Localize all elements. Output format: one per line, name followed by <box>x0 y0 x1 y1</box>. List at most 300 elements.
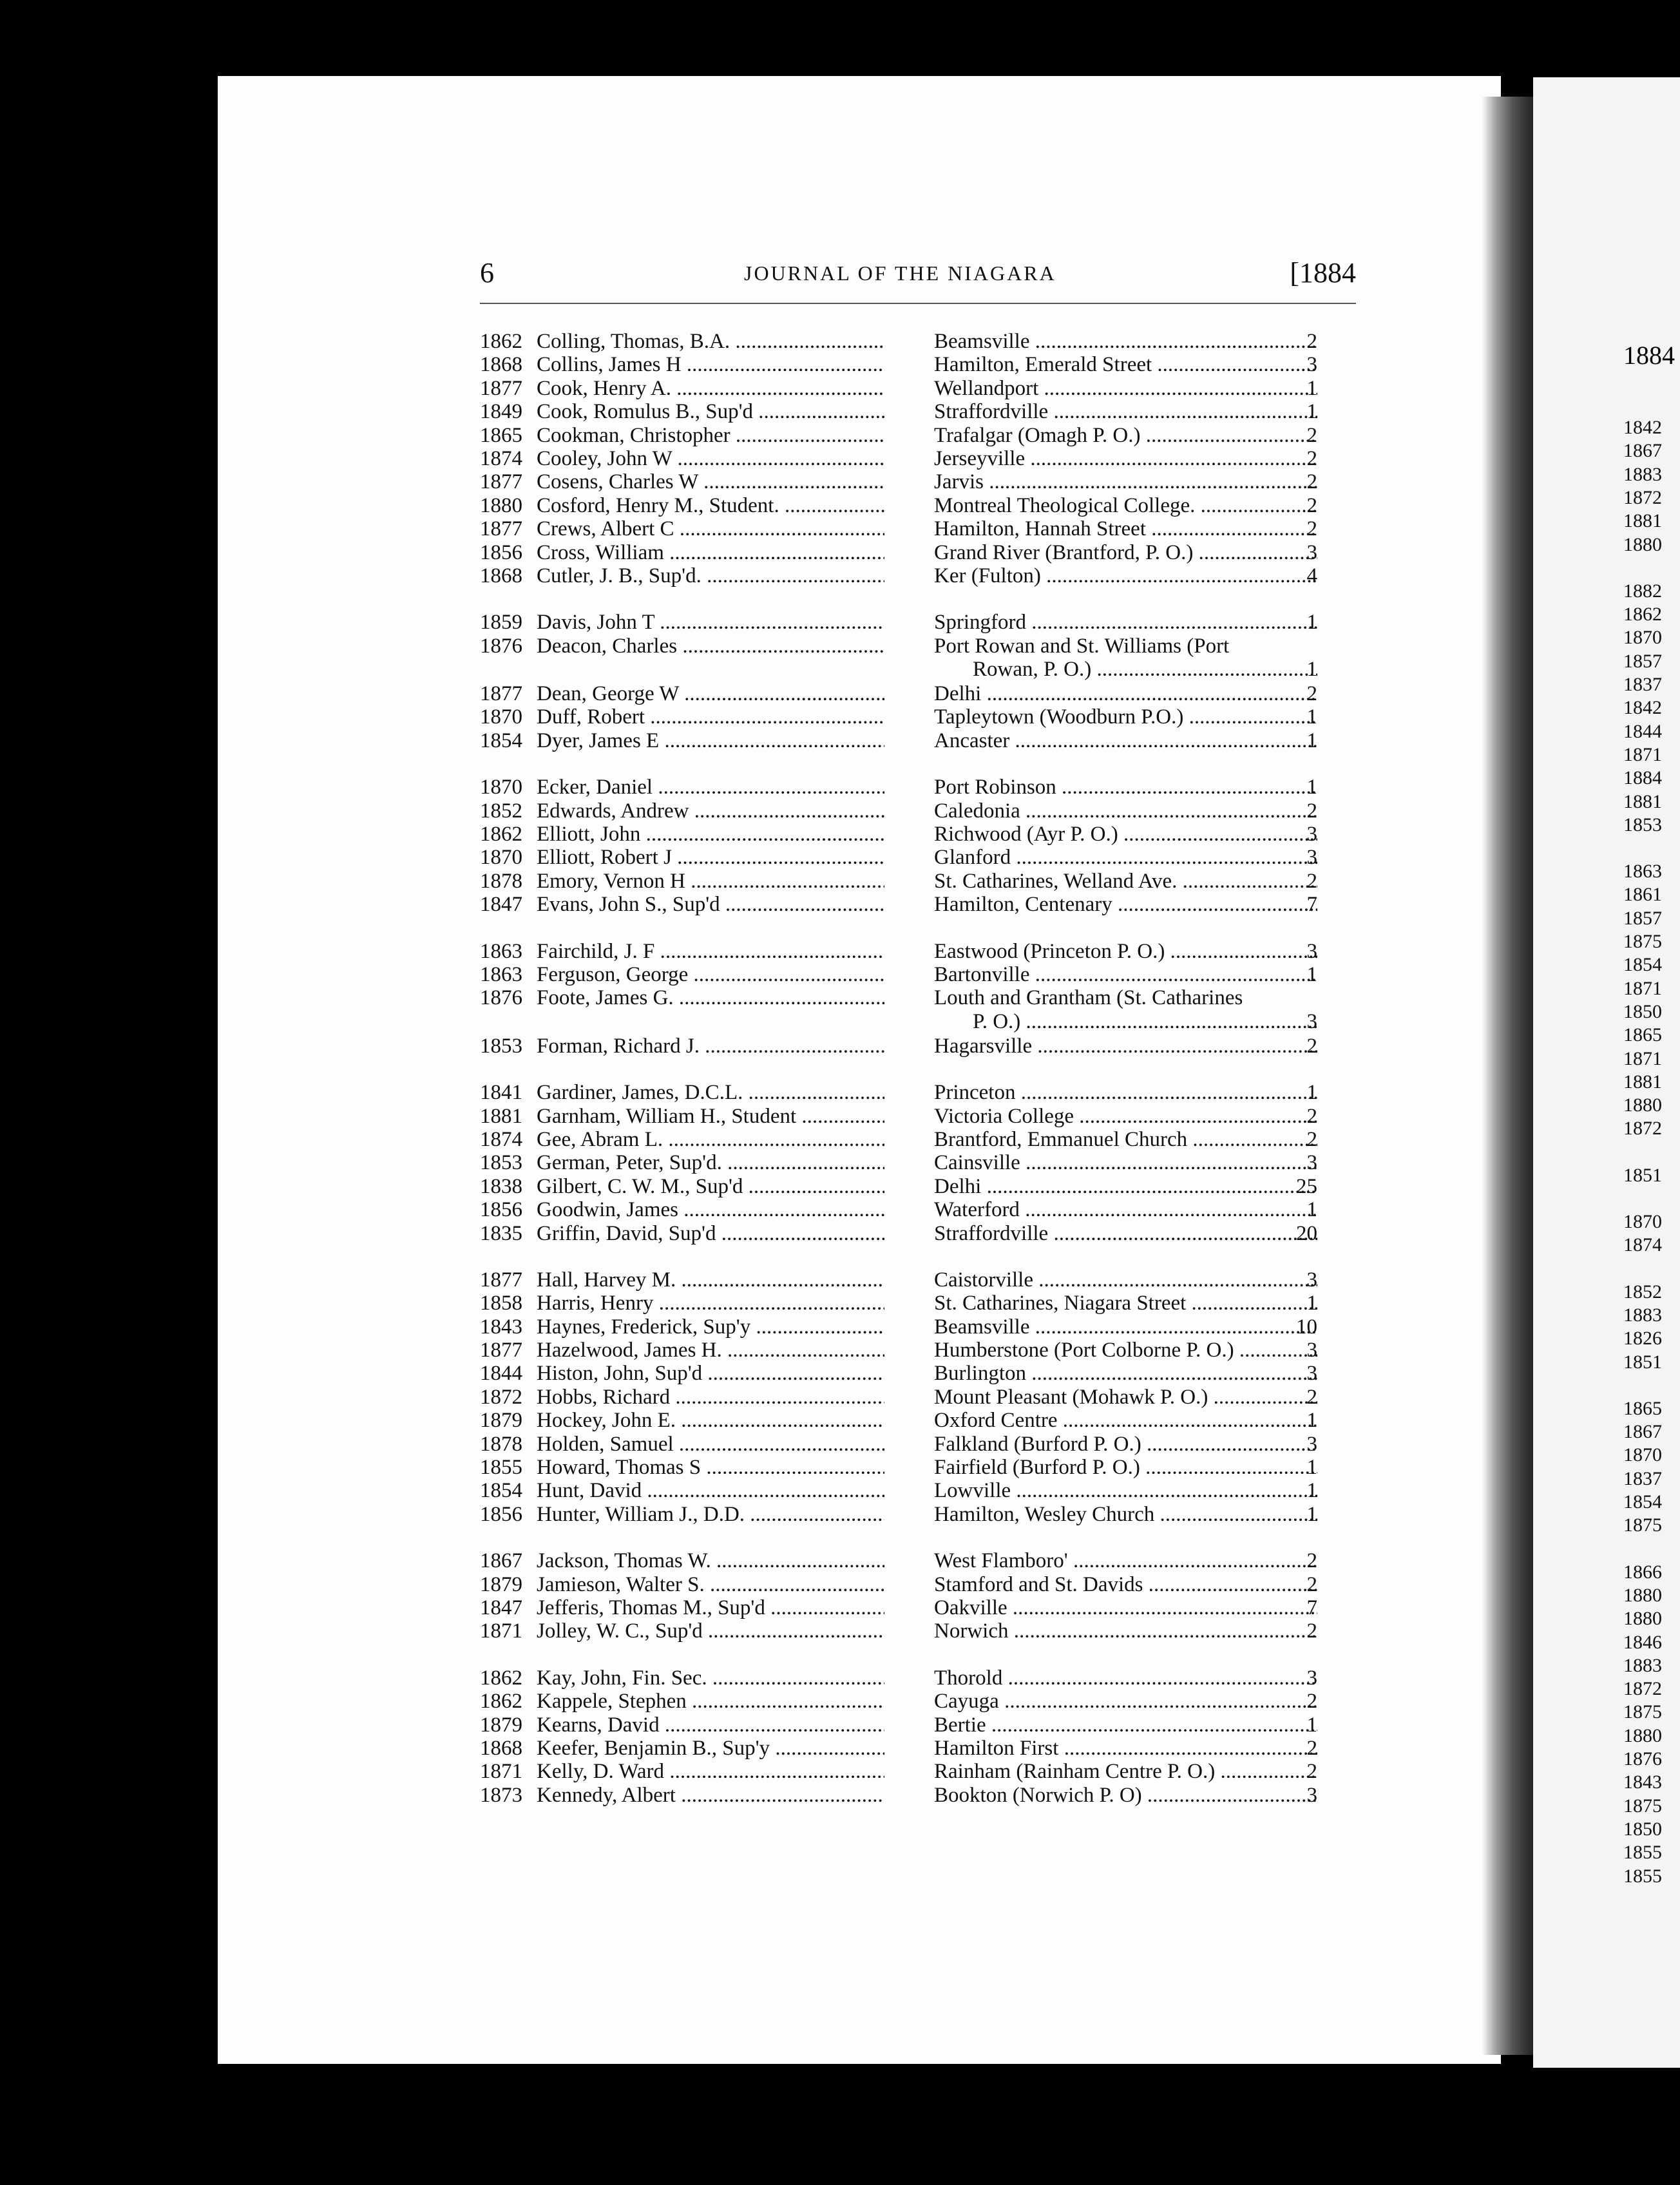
entry-year: 1873 <box>480 1783 522 1807</box>
list-item <box>480 330 1317 353</box>
entry-name: Cosford, Henry M., Student. ..... <box>537 494 884 517</box>
list-item <box>480 1619 1317 1643</box>
entry-count: 25 <box>1296 1174 1317 1198</box>
list-item <box>480 682 1317 705</box>
entry-name: Jefferis, Thomas M., Sup'd ..... <box>537 1596 884 1619</box>
entry-count: 7 <box>1306 893 1317 917</box>
facing-page-year-item: 1881 <box>1623 510 1662 532</box>
entry-count: 1 <box>1306 962 1317 986</box>
list-item <box>480 940 1317 963</box>
entry-count: 3 <box>1306 1339 1317 1362</box>
list-item <box>480 1035 1317 1058</box>
entry-year: 1862 <box>480 823 522 846</box>
list-item <box>480 776 1317 799</box>
facing-page-year-item: 1850 <box>1623 1818 1662 1840</box>
entry-name: Jackson, Thomas W. ..... <box>537 1549 884 1572</box>
entry-name: Colling, Thomas, B.A. ..... <box>537 330 884 353</box>
list-item <box>480 893 1317 916</box>
entry-place: Jarvis ..... <box>934 470 1317 493</box>
facing-page-year-item: 1880 <box>1623 533 1662 555</box>
facing-page-year-item: 1870 <box>1623 1444 1662 1466</box>
facing-page-year-item: 1854 <box>1623 954 1662 976</box>
entry-year: 1847 <box>480 1596 522 1619</box>
entry-year: 1849 <box>480 400 522 424</box>
entry-place: Bookton (Norwich P. O) ..... <box>934 1784 1317 1807</box>
entry-name: Deacon, Charles ..... <box>537 635 884 658</box>
entry-name: Harris, Henry ..... <box>537 1292 884 1315</box>
entry-year: 1877 <box>480 376 522 400</box>
facing-page-year: 1884 <box>1623 341 1675 370</box>
list-item <box>480 400 1317 423</box>
entry-count: 3 <box>1306 1432 1317 1456</box>
facing-page-year-item: 1880 <box>1623 1094 1662 1116</box>
list-item <box>480 1666 1317 1690</box>
entry-year: 1854 <box>480 1479 522 1503</box>
facing-page-year-item: 1870 <box>1623 1211 1662 1232</box>
facing-page-year-item: 1837 <box>1623 1467 1662 1489</box>
entry-name: Hunter, William J., D.D. ..... <box>537 1503 884 1526</box>
list-item <box>480 611 1317 634</box>
entry-year: 1876 <box>480 634 522 658</box>
entry-place: St. Catharines, Niagara Street ..... <box>934 1292 1317 1315</box>
entry-year: 1868 <box>480 353 522 377</box>
list-item <box>480 846 1317 869</box>
entry-year: 1862 <box>480 330 522 353</box>
facing-page-year-item: 1854 <box>1623 1491 1662 1512</box>
list-item <box>480 1339 1317 1362</box>
entry-place: Fairfield (Burford P. O.) ..... <box>934 1456 1317 1479</box>
entry-place: Lowville ..... <box>934 1479 1317 1502</box>
facing-page-year-item: 1871 <box>1623 977 1662 999</box>
entry-name: Ferguson, George ..... <box>537 963 884 986</box>
list-item <box>480 353 1317 376</box>
entry-place: Richwood (Ayr P. O.) ..... <box>934 823 1317 846</box>
facing-page-year-item: 1842 <box>1623 697 1662 719</box>
group-gap <box>480 1058 1317 1081</box>
list-item <box>480 729 1317 752</box>
entry-place: Hamilton First ..... <box>934 1737 1317 1760</box>
entry-place: Wellandport ..... <box>934 377 1317 400</box>
entry-count: 2 <box>1306 1619 1317 1643</box>
entry-count: 10 <box>1296 1315 1317 1339</box>
entry-year: 1870 <box>480 705 522 729</box>
entry-year: 1856 <box>480 1198 522 1222</box>
entry-place: Waterford ..... <box>934 1198 1317 1221</box>
entry-place: Port Robinson ..... <box>934 776 1317 799</box>
list-item <box>480 1596 1317 1619</box>
entry-year: 1868 <box>480 1736 522 1760</box>
entry-name: Gee, Abram L. ..... <box>537 1128 884 1151</box>
entry-count: 3 <box>1306 1009 1317 1033</box>
list-item <box>480 1268 1317 1292</box>
entry-place: Caledonia ..... <box>934 799 1317 823</box>
list-item <box>480 823 1317 846</box>
facing-page-year-item: 1867 <box>1623 1421 1662 1443</box>
list-item <box>480 870 1317 893</box>
entry-count: 1 <box>1306 1502 1317 1526</box>
list-item <box>480 1105 1317 1128</box>
book-spine <box>1482 97 1533 2055</box>
entry-count: 1 <box>1306 729 1317 752</box>
entry-count: 4 <box>1306 564 1317 587</box>
entry-count: 2 <box>1306 423 1317 447</box>
entry-count: 2 <box>1306 682 1317 706</box>
entry-count: 1 <box>1306 1409 1317 1433</box>
list-item <box>480 1456 1317 1479</box>
facing-page <box>1533 77 1680 2068</box>
list-item <box>480 1760 1317 1783</box>
list-item <box>480 1784 1317 1807</box>
entry-name: Emory, Vernon H ..... <box>537 870 884 893</box>
entry-place: Brantford, Emmanuel Church ..... <box>934 1128 1317 1151</box>
entry-place: Hamilton, Emerald Street ..... <box>934 353 1317 376</box>
list-item <box>480 1362 1317 1385</box>
entry-count: 2 <box>1306 869 1317 893</box>
entry-name: Kearns, David ..... <box>537 1713 884 1737</box>
entry-place: Bartonville ..... <box>934 963 1317 986</box>
facing-page-year-item: 1883 <box>1623 463 1662 485</box>
entry-name: Gilbert, C. W. M., Sup'd ..... <box>537 1175 884 1198</box>
facing-page-year-item: 1855 <box>1623 1865 1662 1887</box>
header-rule <box>480 303 1356 304</box>
entry-place: Burlington ..... <box>934 1362 1317 1385</box>
entry-name: Holden, Samuel ..... <box>537 1433 884 1456</box>
facing-page-year-item: 1884 <box>1623 767 1662 789</box>
list-item <box>480 1292 1317 1315</box>
entry-count: 1 <box>1306 1198 1317 1222</box>
facing-page-year-item: 1867 <box>1623 440 1662 462</box>
entry-place: Straffordville ..... <box>934 1222 1317 1245</box>
entry-year: 1863 <box>480 939 522 963</box>
entry-place: Tapleytown (Woodburn P.O.) ..... <box>934 705 1317 729</box>
entry-place: Hamilton, Hannah Street ..... <box>934 517 1317 540</box>
entry-name: Foote, James G. ..... <box>537 986 884 1009</box>
entry-year: 1877 <box>480 470 522 494</box>
entry-place: Port Rowan and St. Williams (Port <box>934 634 1230 658</box>
entry-count: 3 <box>1306 1666 1317 1690</box>
facing-page-year-item: 1837 <box>1623 674 1662 695</box>
list-item <box>480 1573 1317 1596</box>
entry-place: Hamilton, Wesley Church ..... <box>934 1503 1317 1526</box>
entry-place: Eastwood (Princeton P. O.) ..... <box>934 940 1317 963</box>
entry-count: 1 <box>1306 1713 1317 1737</box>
entry-year: 1881 <box>480 1104 522 1128</box>
entry-count: 2 <box>1306 1760 1317 1784</box>
entry-name: Cross, William ..... <box>537 541 884 564</box>
entry-count: 2 <box>1306 1690 1317 1713</box>
list-item <box>480 1315 1317 1339</box>
entry-count: 3 <box>1306 823 1317 846</box>
entry-year: 1871 <box>480 1619 522 1643</box>
entry-year: 1867 <box>480 1549 522 1573</box>
entry-year: 1879 <box>480 1409 522 1433</box>
entry-place: Glanford ..... <box>934 846 1317 869</box>
entry-count: 1 <box>1306 658 1317 682</box>
facing-page-year-item: 1855 <box>1623 1842 1662 1864</box>
list-item <box>480 424 1317 447</box>
facing-page-year-item: 1851 <box>1623 1351 1662 1373</box>
entry-name: Jolley, W. C., Sup'd ..... <box>537 1619 884 1643</box>
entry-name: Collins, James H ..... <box>537 353 884 376</box>
entry-count: 3 <box>1306 939 1317 963</box>
entry-place: Ker (Fulton) ..... <box>934 564 1317 587</box>
entry-place: Princeton ..... <box>934 1081 1317 1104</box>
entry-place: St. Catharines, Welland Ave. ..... <box>934 870 1317 893</box>
entry-name: Hobbs, Richard ..... <box>537 1386 884 1409</box>
entry-year: 1876 <box>480 986 522 1010</box>
entry-count: 3 <box>1306 353 1317 377</box>
page-number: 6 <box>480 257 494 289</box>
entry-name: Kay, John, Fin. Sec. ..... <box>537 1666 884 1690</box>
entry-name: German, Peter, Sup'd. ..... <box>537 1151 884 1174</box>
entry-count: 3 <box>1306 1362 1317 1386</box>
list-item <box>480 1128 1317 1151</box>
facing-page-year-item: 1870 <box>1623 627 1662 649</box>
entry-year: 1877 <box>480 1268 522 1292</box>
entry-place: Straffordville ..... <box>934 400 1317 423</box>
entry-place: Norwich ..... <box>934 1619 1317 1643</box>
list-item <box>480 1151 1317 1174</box>
entry-place: Louth and Grantham (St. Catharines <box>934 986 1243 1010</box>
facing-page-year-item: 1882 <box>1623 580 1662 602</box>
entry-count: 2 <box>1306 446 1317 470</box>
entry-year: 1853 <box>480 1034 522 1058</box>
entry-place: Montreal Theological College. ..... <box>934 494 1317 517</box>
facing-page-year-item: 1880 <box>1623 1724 1662 1746</box>
entry-year: 1838 <box>480 1174 522 1198</box>
entry-year: 1877 <box>480 1339 522 1362</box>
entry-count: 2 <box>1306 330 1317 353</box>
entry-place: Humberstone (Port Colborne P. O.) ..... <box>934 1339 1317 1362</box>
entry-count: 3 <box>1306 1268 1317 1292</box>
facing-page-year-item: 1842 <box>1623 417 1662 438</box>
entry-year: 1880 <box>480 493 522 517</box>
entry-year: 1841 <box>480 1081 522 1105</box>
list-item <box>480 1737 1317 1760</box>
entry-name: Duff, Robert ..... <box>537 705 884 729</box>
entry-count: 2 <box>1306 1572 1317 1596</box>
entry-year: 1871 <box>480 1760 522 1784</box>
entry-place: Oakville ..... <box>934 1596 1317 1619</box>
entry-year: 1870 <box>480 776 522 799</box>
entry-count: 2 <box>1306 1127 1317 1151</box>
facing-page-year-item: 1866 <box>1623 1561 1662 1583</box>
list-item <box>480 564 1317 587</box>
entry-name: Kennedy, Albert ..... <box>537 1784 884 1807</box>
list-item <box>480 1433 1317 1456</box>
facing-page-year-item: 1880 <box>1623 1584 1662 1606</box>
entry-year: 1874 <box>480 446 522 470</box>
entry-count: 2 <box>1306 1034 1317 1058</box>
list-item-continuation <box>480 658 1317 682</box>
entry-count: 3 <box>1306 540 1317 564</box>
list-item <box>480 1713 1317 1737</box>
entry-count: 20 <box>1296 1221 1317 1245</box>
entry-place: Mount Pleasant (Mohawk P. O.) ..... <box>934 1386 1317 1409</box>
entry-name: Crews, Albert C ..... <box>537 517 884 540</box>
list-item <box>480 986 1317 1009</box>
entry-place: Thorold ..... <box>934 1666 1317 1690</box>
entry-count: 1 <box>1306 611 1317 635</box>
facing-page-year-item: 1883 <box>1623 1304 1662 1326</box>
entry-name: Dean, George W ..... <box>537 682 884 705</box>
list-item <box>480 1549 1317 1572</box>
entry-count: 2 <box>1306 493 1317 517</box>
entry-name: Griffin, David, Sup'd ..... <box>537 1222 884 1245</box>
entry-name: Hall, Harvey M. ..... <box>537 1268 884 1292</box>
entry-name: Evans, John S., Sup'd ..... <box>537 893 884 916</box>
entry-place: Hamilton, Centenary ..... <box>934 893 1317 916</box>
entry-year: 1853 <box>480 1151 522 1175</box>
entry-count: 2 <box>1306 1549 1317 1573</box>
list-item <box>480 1175 1317 1198</box>
entry-count: 3 <box>1306 1783 1317 1807</box>
entry-count: 2 <box>1306 1104 1317 1128</box>
entry-year: 1859 <box>480 611 522 635</box>
group-gap <box>480 1526 1317 1549</box>
entry-year: 1877 <box>480 517 522 541</box>
entry-place: Oxford Centre ..... <box>934 1409 1317 1432</box>
facing-page-year-item: 1875 <box>1623 931 1662 952</box>
entry-name: Cook, Henry A. ..... <box>537 377 884 400</box>
list-item <box>480 1386 1317 1409</box>
entry-name: Ecker, Daniel ..... <box>537 776 884 799</box>
group-gap <box>480 587 1317 611</box>
entry-place: Ancaster ..... <box>934 729 1317 752</box>
entry-name: Hunt, David ..... <box>537 1479 884 1502</box>
list-item <box>480 377 1317 400</box>
page-year: [1884 <box>1290 257 1356 289</box>
list-item <box>480 494 1317 517</box>
entry-year: 1858 <box>480 1292 522 1315</box>
facing-page-year-item: 1881 <box>1623 790 1662 812</box>
facing-page-year-item: 1857 <box>1623 650 1662 672</box>
entry-place: Victoria College ..... <box>934 1105 1317 1128</box>
list-item <box>480 470 1317 493</box>
entry-count: 3 <box>1306 846 1317 870</box>
list-item <box>480 1690 1317 1713</box>
entry-place: Rainham (Rainham Centre P. O.) ..... <box>934 1760 1317 1783</box>
list-item <box>480 447 1317 470</box>
facing-page-year-item: 1863 <box>1623 861 1662 883</box>
list-item <box>480 799 1317 823</box>
facing-page-year-item: 1853 <box>1623 814 1662 835</box>
facing-page-year-item: 1875 <box>1623 1701 1662 1723</box>
entry-place: Cainsville ..... <box>934 1151 1317 1174</box>
entry-count: 2 <box>1306 517 1317 541</box>
list-item <box>480 635 1317 658</box>
facing-page-year-item: 1861 <box>1623 884 1662 906</box>
group-gap <box>480 1643 1317 1666</box>
facing-page-year-item: 1862 <box>1623 604 1662 625</box>
entry-name: Cutler, J. B., Sup'd. ..... <box>537 564 884 587</box>
entry-count: 2 <box>1306 1385 1317 1409</box>
entry-name: Cooley, John W ..... <box>537 447 884 470</box>
list-item <box>480 1503 1317 1526</box>
facing-page-year-item: 1852 <box>1623 1281 1662 1302</box>
entry-year: 1847 <box>480 893 522 917</box>
facing-page-year-item: 1826 <box>1623 1328 1662 1350</box>
entry-year: 1843 <box>480 1315 522 1339</box>
list-item <box>480 1222 1317 1245</box>
entry-year: 1852 <box>480 799 522 823</box>
list-item <box>480 1409 1317 1432</box>
entry-name: Dyer, James E ..... <box>537 729 884 752</box>
entry-name: Cosens, Charles W ..... <box>537 470 884 493</box>
entry-count: 7 <box>1306 1596 1317 1619</box>
facing-page-year-item: 1846 <box>1623 1631 1662 1653</box>
entry-count: 1 <box>1306 705 1317 729</box>
entry-place-continued: P. O.) ..... <box>934 1010 1317 1033</box>
entry-count: 2 <box>1306 470 1317 494</box>
list-item <box>480 517 1317 540</box>
entry-year: 1844 <box>480 1362 522 1386</box>
entry-name: Gardiner, James, D.C.L. ..... <box>537 1081 884 1104</box>
entry-place: Jerseyville ..... <box>934 447 1317 470</box>
entry-year: 1856 <box>480 1502 522 1526</box>
entry-name: Goodwin, James ..... <box>537 1198 884 1221</box>
entry-name: Fairchild, J. F ..... <box>537 940 884 963</box>
facing-page-year-item: 1875 <box>1623 1795 1662 1817</box>
list-item <box>480 1198 1317 1221</box>
entry-place: Grand River (Brantford, P. O.) ..... <box>934 541 1317 564</box>
facing-page-year-item: 1876 <box>1623 1748 1662 1770</box>
facing-page-year-item: 1874 <box>1623 1234 1662 1256</box>
entry-year: 1879 <box>480 1713 522 1737</box>
entry-name: Howard, Thomas S ..... <box>537 1456 884 1479</box>
entry-year: 1855 <box>480 1456 522 1480</box>
facing-page-year-item: 1872 <box>1623 1118 1662 1140</box>
entry-count: 2 <box>1306 799 1317 823</box>
list-item-continuation <box>480 1010 1317 1035</box>
facing-page-year-item: 1881 <box>1623 1071 1662 1092</box>
facing-page-year-item: 1871 <box>1623 743 1662 765</box>
entry-year: 1862 <box>480 1666 522 1690</box>
facing-page-year-item: 1857 <box>1623 907 1662 929</box>
entry-year: 1868 <box>480 564 522 587</box>
entry-place: Delhi ..... <box>934 1175 1317 1198</box>
entry-year: 1865 <box>480 423 522 447</box>
entry-year: 1854 <box>480 729 522 752</box>
entry-count: 1 <box>1306 1292 1317 1315</box>
entry-count: 1 <box>1306 1456 1317 1480</box>
facing-page-year-item: 1871 <box>1623 1047 1662 1069</box>
entry-count: 3 <box>1306 1151 1317 1175</box>
entry-place: Springford ..... <box>934 611 1317 634</box>
entry-year: 1835 <box>480 1221 522 1245</box>
facing-page-year-item: 1850 <box>1623 1000 1662 1022</box>
entry-place: Bertie ..... <box>934 1713 1317 1737</box>
list-item <box>480 705 1317 729</box>
entry-count: 1 <box>1306 1479 1317 1503</box>
entry-name: Kappele, Stephen ..... <box>537 1690 884 1713</box>
facing-page-year-item: 1844 <box>1623 720 1662 742</box>
facing-page-year-item: 1843 <box>1623 1771 1662 1793</box>
list-item <box>480 963 1317 986</box>
entry-count: 2 <box>1306 1736 1317 1760</box>
entry-year: 1862 <box>480 1690 522 1713</box>
entry-year: 1878 <box>480 869 522 893</box>
list-item <box>480 1479 1317 1502</box>
entry-count: 1 <box>1306 376 1317 400</box>
facing-page-year-item: 1872 <box>1623 486 1662 508</box>
entry-place-continued: Rowan, P. O.) ..... <box>934 658 1317 681</box>
group-gap <box>480 752 1317 776</box>
entry-name: Edwards, Andrew ..... <box>537 799 884 823</box>
entry-name: Garnham, William H., Student ..... <box>537 1105 884 1128</box>
entry-name: Cookman, Christopher ..... <box>537 424 884 447</box>
group-gap <box>480 917 1317 940</box>
